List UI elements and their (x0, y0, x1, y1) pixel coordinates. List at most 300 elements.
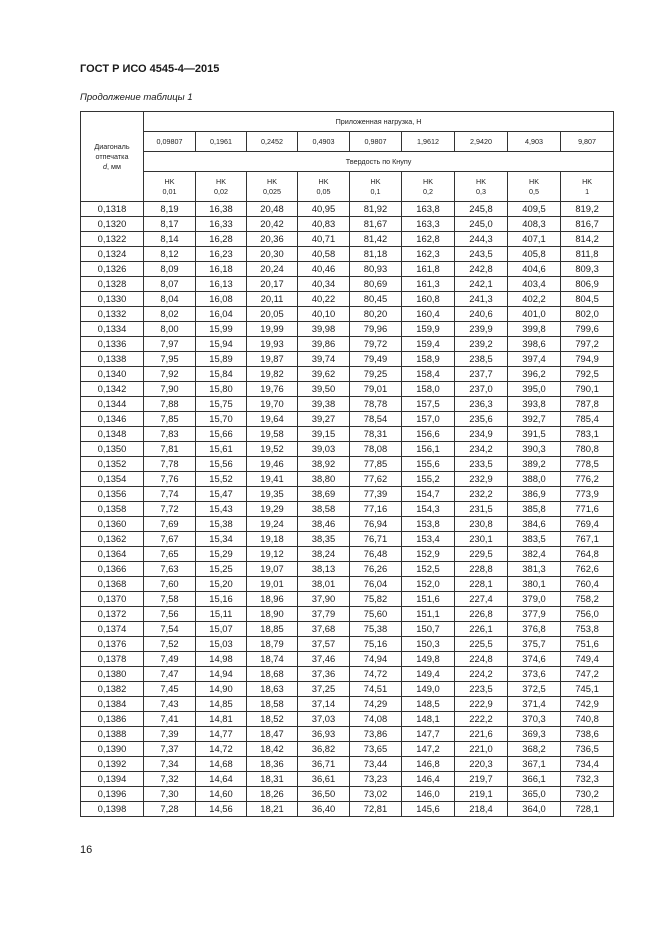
hardness-cell: 81,42 (350, 232, 402, 247)
hardness-cell: 77,39 (350, 487, 402, 502)
hardness-cell: 804,5 (561, 292, 614, 307)
hardness-cell: 18,96 (247, 592, 298, 607)
hardness-cell: 155,2 (402, 472, 455, 487)
diagonal-cell: 0,1336 (81, 337, 144, 352)
hardness-cell: 18,36 (247, 757, 298, 772)
hardness-cell: 79,49 (350, 352, 402, 367)
hardness-cell: 76,04 (350, 577, 402, 592)
hardness-cell: 37,46 (298, 652, 350, 667)
hardness-cell: 76,71 (350, 532, 402, 547)
hardness-cell: 7,69 (144, 517, 196, 532)
hardness-cell: 38,58 (298, 502, 350, 517)
hardness-cell: 161,3 (402, 277, 455, 292)
hk-scale-value: 0,5 (529, 186, 539, 196)
hardness-cell: 7,90 (144, 382, 196, 397)
diagonal-cell: 0,1328 (81, 277, 144, 292)
hk-scale-value: 0,02 (214, 186, 228, 196)
hardness-cell: 39,38 (298, 397, 350, 412)
hardness-cell: 37,25 (298, 682, 350, 697)
hardness-cell: 77,85 (350, 457, 402, 472)
hardness-cell: 78,08 (350, 442, 402, 457)
hardness-cell: 221,6 (455, 727, 508, 742)
hardness-cell: 375,7 (508, 637, 561, 652)
hardness-cell: 160,4 (402, 307, 455, 322)
hardness-cell: 163,3 (402, 217, 455, 232)
hardness-cell: 74,51 (350, 682, 402, 697)
hardness-cell: 219,1 (455, 787, 508, 802)
hardness-cell: 7,76 (144, 472, 196, 487)
hardness-cell: 226,1 (455, 622, 508, 637)
hardness-cell: 386,9 (508, 487, 561, 502)
load-value-header: 0,2452 (247, 132, 298, 152)
hardness-cell: 19,07 (247, 562, 298, 577)
hk-scale-header (247, 172, 298, 202)
hk-scale-value: 0,3 (476, 186, 486, 196)
hardness-cell: 18,74 (247, 652, 298, 667)
hk-scale-header (402, 172, 455, 202)
hardness-cell: 15,25 (196, 562, 247, 577)
diagonal-cell: 0,1360 (81, 517, 144, 532)
hardness-cell: 38,35 (298, 532, 350, 547)
hardness-cell: 160,8 (402, 292, 455, 307)
hardness-cell: 148,1 (402, 712, 455, 727)
hardness-cell: 152,5 (402, 562, 455, 577)
hardness-cell: 8,00 (144, 322, 196, 337)
hardness-cell: 37,14 (298, 697, 350, 712)
hardness-cell: 76,26 (350, 562, 402, 577)
hardness-cell: 38,46 (298, 517, 350, 532)
hardness-cell: 158,0 (402, 382, 455, 397)
hardness-cell: 74,08 (350, 712, 402, 727)
hardness-cell: 242,1 (455, 277, 508, 292)
hardness-cell: 19,93 (247, 337, 298, 352)
hardness-cell: 79,01 (350, 382, 402, 397)
hardness-cell: 20,24 (247, 262, 298, 277)
diagonal-cell: 0,1350 (81, 442, 144, 457)
hardness-cell: 8,04 (144, 292, 196, 307)
hardness-cell: 153,8 (402, 517, 455, 532)
diagonal-cell: 0,1390 (81, 742, 144, 757)
hardness-cell: 74,94 (350, 652, 402, 667)
hardness-cell: 19,87 (247, 352, 298, 367)
hk-scale-name: HK (529, 176, 539, 186)
hardness-cell: 14,72 (196, 742, 247, 757)
hardness-cell: 7,47 (144, 667, 196, 682)
hardness-cell: 7,49 (144, 652, 196, 667)
hardness-cell: 756,0 (561, 607, 614, 622)
hardness-cell: 150,3 (402, 637, 455, 652)
hardness-cell: 15,75 (196, 397, 247, 412)
hardness-cell: 40,83 (298, 217, 350, 232)
hk-scale-header (350, 172, 402, 202)
knoop-hardness-table (80, 111, 614, 817)
hardness-cell: 36,82 (298, 742, 350, 757)
hardness-cell: 146,4 (402, 772, 455, 787)
hardness-cell: 15,66 (196, 427, 247, 442)
hardness-cell: 811,8 (561, 247, 614, 262)
hk-scale-header (455, 172, 508, 202)
hardness-cell: 778,5 (561, 457, 614, 472)
hardness-cell: 15,61 (196, 442, 247, 457)
hardness-cell: 392,7 (508, 412, 561, 427)
diagonal-cell: 0,1394 (81, 772, 144, 787)
hardness-cell: 149,0 (402, 682, 455, 697)
hardness-cell: 156,6 (402, 427, 455, 442)
hardness-cell: 736,5 (561, 742, 614, 757)
hardness-cell: 762,6 (561, 562, 614, 577)
hardness-cell: 240,6 (455, 307, 508, 322)
hardness-cell: 234,2 (455, 442, 508, 457)
hardness-cell: 15,52 (196, 472, 247, 487)
hardness-cell: 75,82 (350, 592, 402, 607)
hardness-cell: 7,60 (144, 577, 196, 592)
hardness-cell: 15,29 (196, 547, 247, 562)
hardness-cell: 80,69 (350, 277, 402, 292)
hardness-cell: 18,52 (247, 712, 298, 727)
hardness-cell: 18,31 (247, 772, 298, 787)
hardness-cell: 39,86 (298, 337, 350, 352)
hardness-cell: 14,81 (196, 712, 247, 727)
hardness-cell: 73,23 (350, 772, 402, 787)
diagonal-cell: 0,1380 (81, 667, 144, 682)
page-number: 16 (80, 844, 93, 856)
table-row (81, 607, 614, 622)
table-body (81, 202, 614, 817)
hardness-cell: 7,58 (144, 592, 196, 607)
hardness-cell: 14,64 (196, 772, 247, 787)
table-row (81, 217, 614, 232)
table-row (81, 682, 614, 697)
hardness-cell: 19,24 (247, 517, 298, 532)
diagonal-cell: 0,1368 (81, 577, 144, 592)
hardness-cell: 18,21 (247, 802, 298, 817)
hardness-cell: 239,9 (455, 322, 508, 337)
hardness-cell: 7,41 (144, 712, 196, 727)
hardness-cell: 244,3 (455, 232, 508, 247)
diagonal-cell: 0,1356 (81, 487, 144, 502)
hardness-cell: 73,86 (350, 727, 402, 742)
table-row (81, 502, 614, 517)
diagonal-cell: 0,1378 (81, 652, 144, 667)
hardness-cell: 245,8 (455, 202, 508, 217)
hardness-cell: 232,2 (455, 487, 508, 502)
hardness-cell: 19,70 (247, 397, 298, 412)
hk-scale-name: HK (318, 176, 329, 186)
hardness-cell: 819,2 (561, 202, 614, 217)
hardness-cell: 159,4 (402, 337, 455, 352)
hardness-cell: 8,19 (144, 202, 196, 217)
hardness-cell: 367,1 (508, 757, 561, 772)
hardness-cell: 15,16 (196, 592, 247, 607)
hardness-cell: 753,8 (561, 622, 614, 637)
hardness-cell: 7,32 (144, 772, 196, 787)
hardness-cell: 806,9 (561, 277, 614, 292)
diagonal-cell: 0,1376 (81, 637, 144, 652)
hardness-cell: 225,5 (455, 637, 508, 652)
hardness-cell: 374,6 (508, 652, 561, 667)
hardness-cell: 20,30 (247, 247, 298, 262)
hardness-cell: 80,20 (350, 307, 402, 322)
hardness-cell: 40,22 (298, 292, 350, 307)
hardness-cell: 783,1 (561, 427, 614, 442)
hardness-cell: 767,1 (561, 532, 614, 547)
knoop-hardness-header: Твердость по Кнупу (144, 152, 614, 172)
table-row (81, 787, 614, 802)
diagonal-symbol: d (103, 161, 108, 171)
hk-scale-value: 0,05 (316, 186, 331, 196)
hardness-cell: 14,85 (196, 697, 247, 712)
hardness-cell: 81,92 (350, 202, 402, 217)
hardness-cell: 377,9 (508, 607, 561, 622)
table-row (81, 442, 614, 457)
hardness-cell: 15,99 (196, 322, 247, 337)
hardness-cell: 20,36 (247, 232, 298, 247)
hardness-cell: 742,9 (561, 697, 614, 712)
hardness-cell: 237,7 (455, 367, 508, 382)
hardness-cell: 81,18 (350, 247, 402, 262)
table-row (81, 667, 614, 682)
hardness-cell: 8,07 (144, 277, 196, 292)
hardness-cell: 80,45 (350, 292, 402, 307)
diagonal-cell: 0,1332 (81, 307, 144, 322)
hardness-cell: 230,1 (455, 532, 508, 547)
hardness-cell: 220,3 (455, 757, 508, 772)
hardness-cell: 20,42 (247, 217, 298, 232)
hardness-cell: 7,30 (144, 787, 196, 802)
hardness-cell: 162,3 (402, 247, 455, 262)
hardness-cell: 228,1 (455, 577, 508, 592)
hardness-cell: 222,2 (455, 712, 508, 727)
table-row (81, 427, 614, 442)
hardness-cell: 799,6 (561, 322, 614, 337)
hardness-cell: 382,4 (508, 547, 561, 562)
hardness-cell: 79,72 (350, 337, 402, 352)
table-row (81, 652, 614, 667)
hardness-cell: 39,27 (298, 412, 350, 427)
hardness-cell: 19,76 (247, 382, 298, 397)
hardness-cell: 158,9 (402, 352, 455, 367)
diagonal-cell: 0,1372 (81, 607, 144, 622)
hardness-cell: 7,81 (144, 442, 196, 457)
hardness-cell: 39,50 (298, 382, 350, 397)
diagonal-column-header (81, 112, 144, 202)
hardness-cell: 146,0 (402, 787, 455, 802)
hardness-cell: 364,0 (508, 802, 561, 817)
table-row (81, 277, 614, 292)
hardness-cell: 219,7 (455, 772, 508, 787)
hardness-cell: 37,03 (298, 712, 350, 727)
hardness-cell: 19,99 (247, 322, 298, 337)
hardness-cell: 36,71 (298, 757, 350, 772)
hardness-cell: 39,62 (298, 367, 350, 382)
hardness-cell: 80,93 (350, 262, 402, 277)
diagonal-cell: 0,1322 (81, 232, 144, 247)
hardness-cell: 151,1 (402, 607, 455, 622)
hardness-cell: 408,3 (508, 217, 561, 232)
hardness-cell: 38,92 (298, 457, 350, 472)
diagonal-cell: 0,1354 (81, 472, 144, 487)
hardness-cell: 150,7 (402, 622, 455, 637)
hardness-cell: 7,65 (144, 547, 196, 562)
load-value-header: 0,1961 (196, 132, 247, 152)
hardness-cell: 156,1 (402, 442, 455, 457)
hardness-cell: 381,3 (508, 562, 561, 577)
hardness-cell: 7,43 (144, 697, 196, 712)
table-row (81, 307, 614, 322)
hardness-cell: 20,05 (247, 307, 298, 322)
diagonal-cell: 0,1358 (81, 502, 144, 517)
hardness-cell: 38,01 (298, 577, 350, 592)
table-row (81, 697, 614, 712)
hardness-cell: 7,83 (144, 427, 196, 442)
hardness-cell: 81,67 (350, 217, 402, 232)
hardness-cell: 242,8 (455, 262, 508, 277)
diagonal-cell: 0,1388 (81, 727, 144, 742)
hardness-cell: 407,1 (508, 232, 561, 247)
hardness-cell: 147,7 (402, 727, 455, 742)
hardness-cell: 18,68 (247, 667, 298, 682)
hardness-cell: 7,85 (144, 412, 196, 427)
hardness-cell: 749,4 (561, 652, 614, 667)
hardness-cell: 245,0 (455, 217, 508, 232)
hardness-cell: 16,08 (196, 292, 247, 307)
hardness-cell: 79,96 (350, 322, 402, 337)
hardness-cell: 37,79 (298, 607, 350, 622)
hardness-cell: 7,34 (144, 757, 196, 772)
hardness-cell: 235,6 (455, 412, 508, 427)
load-value-header: 0,9807 (350, 132, 402, 152)
hardness-cell: 368,2 (508, 742, 561, 757)
hardness-cell: 19,52 (247, 442, 298, 457)
hardness-cell: 73,02 (350, 787, 402, 802)
table-row (81, 322, 614, 337)
hardness-cell: 790,1 (561, 382, 614, 397)
hardness-cell: 158,4 (402, 367, 455, 382)
hardness-cell: 18,85 (247, 622, 298, 637)
hardness-cell: 728,1 (561, 802, 614, 817)
diagonal-cell: 0,1370 (81, 592, 144, 607)
hardness-cell: 14,77 (196, 727, 247, 742)
hardness-cell: 79,25 (350, 367, 402, 382)
applied-load-header: Приложенная нагрузка, Н (144, 112, 614, 132)
hardness-cell: 372,5 (508, 682, 561, 697)
hardness-cell: 734,4 (561, 757, 614, 772)
table-row (81, 367, 614, 382)
hardness-cell: 7,54 (144, 622, 196, 637)
hardness-cell: 14,90 (196, 682, 247, 697)
hardness-cell: 780,8 (561, 442, 614, 457)
diagonal-cell: 0,1324 (81, 247, 144, 262)
hardness-cell: 73,65 (350, 742, 402, 757)
diagonal-cell: 0,1364 (81, 547, 144, 562)
hardness-cell: 221,0 (455, 742, 508, 757)
load-value-header: 4,903 (508, 132, 561, 152)
hardness-cell: 233,5 (455, 457, 508, 472)
hardness-cell: 39,98 (298, 322, 350, 337)
hardness-cell: 19,46 (247, 457, 298, 472)
hardness-cell: 73,44 (350, 757, 402, 772)
hardness-cell: 380,1 (508, 577, 561, 592)
hardness-cell: 74,29 (350, 697, 402, 712)
hardness-cell: 75,38 (350, 622, 402, 637)
table-caption: Продолжение таблицы 1 (80, 92, 193, 103)
hardness-cell: 153,4 (402, 532, 455, 547)
hardness-cell: 7,92 (144, 367, 196, 382)
hardness-cell: 7,74 (144, 487, 196, 502)
hardness-cell: 738,6 (561, 727, 614, 742)
hardness-cell: 148,5 (402, 697, 455, 712)
diagonal-cell: 0,1334 (81, 322, 144, 337)
hardness-cell: 398,6 (508, 337, 561, 352)
hk-scale-value: 0,2 (423, 186, 433, 196)
hardness-cell: 224,2 (455, 667, 508, 682)
table-row (81, 352, 614, 367)
hardness-cell: 19,35 (247, 487, 298, 502)
hardness-cell: 36,61 (298, 772, 350, 787)
hardness-cell: 20,17 (247, 277, 298, 292)
hardness-cell: 376,8 (508, 622, 561, 637)
hardness-cell: 404,6 (508, 262, 561, 277)
hk-scale-row (81, 172, 614, 202)
hardness-cell: 7,39 (144, 727, 196, 742)
hardness-cell: 14,98 (196, 652, 247, 667)
table-row (81, 472, 614, 487)
hardness-cell: 14,94 (196, 667, 247, 682)
diagonal-header-line2: отпечатка (95, 151, 129, 161)
hardness-cell: 39,15 (298, 427, 350, 442)
table-row (81, 487, 614, 502)
diagonal-cell: 0,1382 (81, 682, 144, 697)
hardness-cell: 146,8 (402, 757, 455, 772)
hardness-cell: 36,93 (298, 727, 350, 742)
hardness-cell: 402,2 (508, 292, 561, 307)
hardness-cell: 15,43 (196, 502, 247, 517)
hardness-cell: 740,8 (561, 712, 614, 727)
hardness-cell: 20,11 (247, 292, 298, 307)
table-row (81, 712, 614, 727)
hardness-cell: 145,6 (402, 802, 455, 817)
table-row (81, 547, 614, 562)
hardness-cell: 397,4 (508, 352, 561, 367)
hardness-cell: 7,63 (144, 562, 196, 577)
hardness-cell: 75,60 (350, 607, 402, 622)
hardness-cell: 239,2 (455, 337, 508, 352)
hardness-cell: 19,58 (247, 427, 298, 442)
hardness-cell: 393,8 (508, 397, 561, 412)
hardness-cell: 16,13 (196, 277, 247, 292)
table-row (81, 772, 614, 787)
hardness-cell: 19,41 (247, 472, 298, 487)
table-row (81, 592, 614, 607)
hardness-cell: 389,2 (508, 457, 561, 472)
hardness-cell: 236,3 (455, 397, 508, 412)
hardness-cell: 8,09 (144, 262, 196, 277)
hardness-cell: 238,5 (455, 352, 508, 367)
hardness-cell: 395,0 (508, 382, 561, 397)
diagonal-cell: 0,1346 (81, 412, 144, 427)
hardness-cell: 161,8 (402, 262, 455, 277)
diagonal-cell: 0,1330 (81, 292, 144, 307)
hardness-cell: 18,42 (247, 742, 298, 757)
hardness-cell: 15,11 (196, 607, 247, 622)
hardness-cell: 76,48 (350, 547, 402, 562)
hardness-cell: 7,97 (144, 337, 196, 352)
hardness-cell: 77,16 (350, 502, 402, 517)
hk-scale-value: 1 (585, 186, 590, 196)
hardness-cell: 773,9 (561, 487, 614, 502)
hardness-cell: 7,45 (144, 682, 196, 697)
diagonal-cell: 0,1362 (81, 532, 144, 547)
